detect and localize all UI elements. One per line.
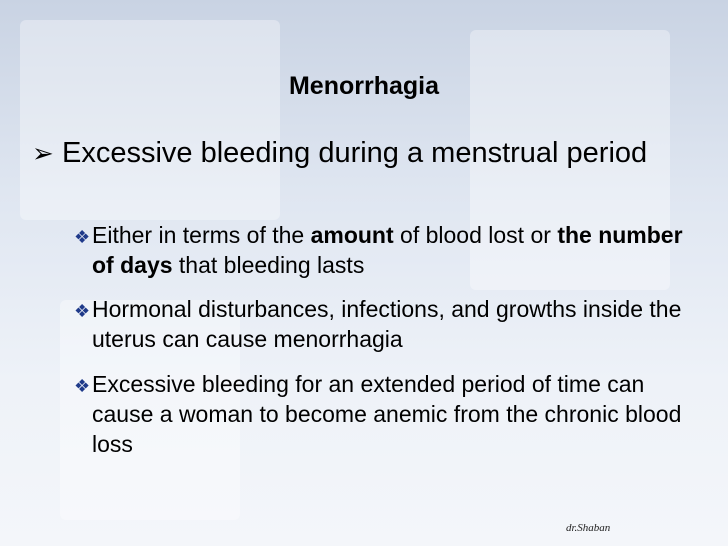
footer-author: dr.Shaban [566, 522, 611, 534]
diamond-bullet-icon: ❖ [74, 376, 91, 396]
diamond-bullet-icon: ❖ [74, 227, 91, 247]
sub-bullet [74, 294, 704, 354]
main-bullet [32, 136, 672, 171]
text-run: that bleeding lasts [172, 252, 365, 278]
text-run: of blood lost or [393, 222, 558, 248]
arrow-bullet-icon: ➢ [32, 138, 54, 168]
sub-bullet [74, 369, 704, 459]
text-run-bold: amount [310, 222, 394, 248]
text-run: Either in terms of the [92, 222, 311, 248]
main-bullet-text: Excessive bleeding during a menstrual period [62, 137, 648, 169]
text-run-bold: the number of days [92, 222, 683, 278]
sub-bullet-text: Hormonal disturbances, infections, and growths inside the uterus can cause menorrhagia [92, 296, 682, 352]
diamond-bullet-icon: ❖ [74, 301, 91, 321]
sub-bullet-text [74, 220, 704, 280]
slide-title: Menorrhagia [288, 72, 440, 100]
sub-bullet [74, 220, 704, 280]
sub-bullet-text: Excessive bleeding for an extended period of time can cause a woman to become anemic from the chronic blood loss [92, 371, 682, 457]
